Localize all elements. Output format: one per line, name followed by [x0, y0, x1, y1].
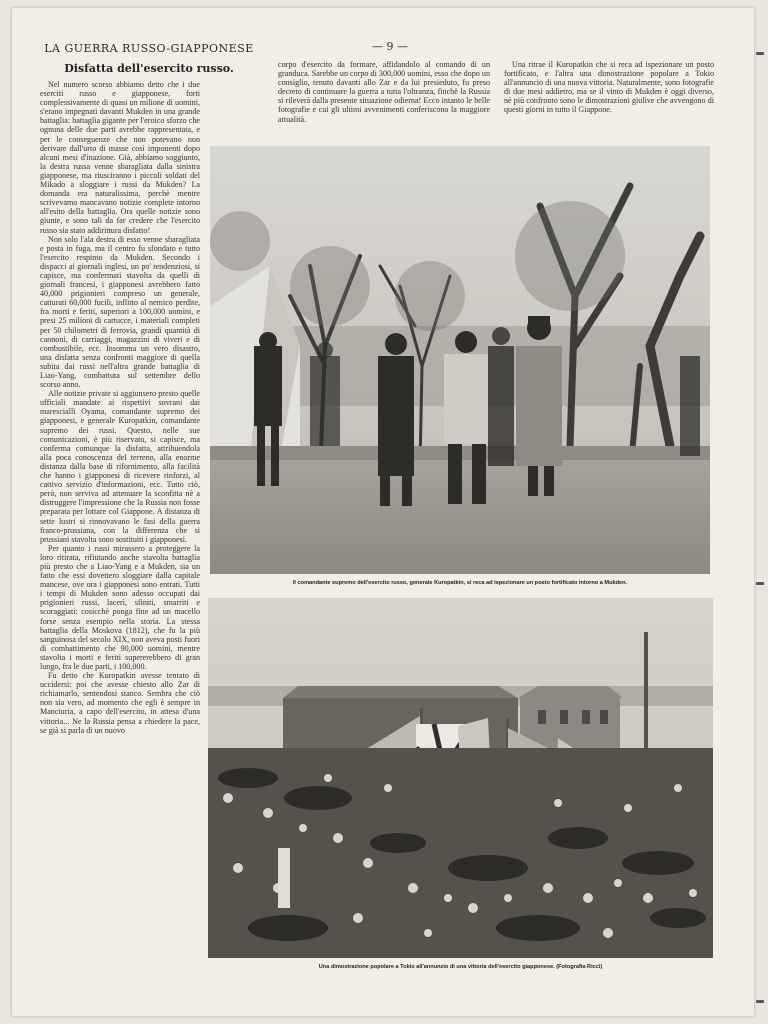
photo-kuropatkin-inspection — [210, 146, 710, 574]
paragraph: Non solo l'ala destra di esso venne sbaragliata e posta in fuga, ma il centro fu sfondato e tutto l'esercito respinto da Mukden. Secondo i dispacci ai giornali inglesi, un po' tendenziosi, si capisce, ma confermati stavolta da quelli di giornali francesi, i giapponesi avrebbero fatto 40,000 prigionieri compreso un generale, catturati 60,000 fucili, inflitto al nemico perdite, fra morti e feriti, superiori a 100,000 uomini, e presi 25 milioni di cartucce, i materiali completi per 50 chilometri di ferrovia, grandi quantità di cannoni, di carriaggi, magazzini di viveri e di combustibile, ecc. Insomma un vero disastro, una disfatta senza confronti maggiore di quella subita dai russi nell'altra grande battaglia di Liao-Yang, combattuta sul settembre dello scorso anno. — [40, 234, 200, 390]
paragraph: corpo d'esercito da formare, affidandolo al comando di un granduca. Sarebbe un corpo di 300,000 uomini, esso che dopo un consiglio, tenuto davanti allo Zar e da lui presieduto, fu preso decreto di continuare la guerra a tutta l'oltranza, finchè la Russia si rileverà dalla presente situazione odierna! Ecco intanto le belle fotografie e cui gli ultimi avvenimenti conferiscono la maggiore attualità. — [278, 60, 490, 124]
binding-mark — [756, 582, 764, 585]
paragraph: Fu detto che Kuropatkin avesse tentato di uccidersi: poi che avesse chiesto allo Zar di richiamarlo, sentendosi stanco. Sembra che ciò non sia vero, ad momento che egli è sempre in Manciuria, a capo dell'esercito, in attesa d'una vittoria... Ne la Russia pensa a chiedere la pace, se già si parla di un nuovo — [40, 671, 200, 735]
photo-tokyo-demonstration — [208, 598, 713, 958]
page-number: — 9 — — [372, 40, 408, 53]
paragraph: Nel numero scorso abbiamo detto che i due eserciti russo e giapponese, forti complessivamente di quasi un milione di uomini, s'erano impegnati davanti Mukden in una grande battaglia: battaglia gigante per l'eroico sforzo che ognuna delle due parti avrebbe rappresentata, e per le conseguenze che non potevano non derivare dall'urto di masse così imponenti dopo alcuni mesi d'inazione. Già, abbiamo soggiunto, la destra russa venne sbaragliata dalla sinistra giapponese, ma riusciranno i piccoli soldati del Mikado a sloggiare i russi da Mukden? La domanda era naturalissima, perchè mentre scrivevamo mancavano notizie complete intorno all'esito della battaglia. Ora quelle notizie sono giunte, e sono tali da far credere che l'esercito russo sia stato addirittura disfatto! — [40, 80, 200, 235]
paragraph: Per quanto i russi mirassero a proteggere la loro ritirata, rifiutando anche stavolta battaglia più presto che a Liao-Yang e a Mukden, sia un fatto che essi dovettero sloggiare dalla capitale mancese, ove ora i giapponesi sono entrati. Tutti i tempi di Mukden sono adesso occupati dai prigionieri russi, lacerì, sfiniti, smarriti e scoraggiati: cosicchè ponga fine ad un macello forse senza esempio nella storia. La stessa battaglia della Moskova (1812), che fu la più sanguinosa del secolo XIX, non aveva posti fuori di combattimento che 90,000 uomini, mentre stavolta i morti e feriti supererebbero di gran lungo, fra le due parti, i 100,000. — [40, 543, 200, 671]
article-title: Disfatta dell'esercito russo. — [64, 62, 234, 75]
article-right-column — [504, 60, 714, 140]
paragraph: Alle notizie private si aggiunsero presto quelle ufficiali mandate ai rispettivi sovrani dai marescialli Oyama, comandante supremo dei giapponesi, e generale Kuropatkin, comandante supremo dei russi. Questo, nelle sue comunicazioni, è più riservato, si capisce, ma conferma comunque la disfatta, attribuendola alla poca conoscenza del terreno, alla enorme distanza dalla base di rifornimento, alla facilità che hanno i giapponesi di ricevere rinforzi, al cattivo servizio d'informazioni, ecc. Tutto ciò, però, non serviva ad attenuare la sconfitta nè a distruggere l'impressione che la Russia non fosse preparata per lottare col Giappone. A distanza di sette lustri si rinnovavano le fasi della guerra franco-prussiana, con la differenza che si prussiani stavolta sono sostituiti i giapponesi. — [40, 389, 200, 544]
article-middle-column — [278, 60, 490, 140]
article-left-column — [40, 80, 200, 974]
binding-mark — [756, 52, 764, 55]
photo-caption-top: Il comandante supremo dell'esercito russo, generale Kuropatkin, si reca ad ispezionare un posto fortificato intorno a Mukden. — [292, 580, 628, 586]
paragraph: Una ritrae il Kuropatkin che si reca ad ispezionare un posto fortificato, e l'altra una dimostrazione popolare a Tokio all'annuncio di una nuova vittoria. Naturalmente, sono fotografie di due mesi addietro, ma se il vinto di Mukden è oggi diverso, nè più confronto sono le dimostrazioni giulive che avvengono di questi giorni in tutto il Giappone. — [504, 60, 714, 115]
section-header: LA GUERRA RUSSO-GIAPPONESE — [44, 42, 254, 55]
binding-mark — [756, 1000, 764, 1003]
photo-caption-bottom: Una dimostrazione popolare a Tokio all'annunzio di una vittoria dell'esercito giapponese. (Fotografia Ricci) — [318, 964, 603, 970]
